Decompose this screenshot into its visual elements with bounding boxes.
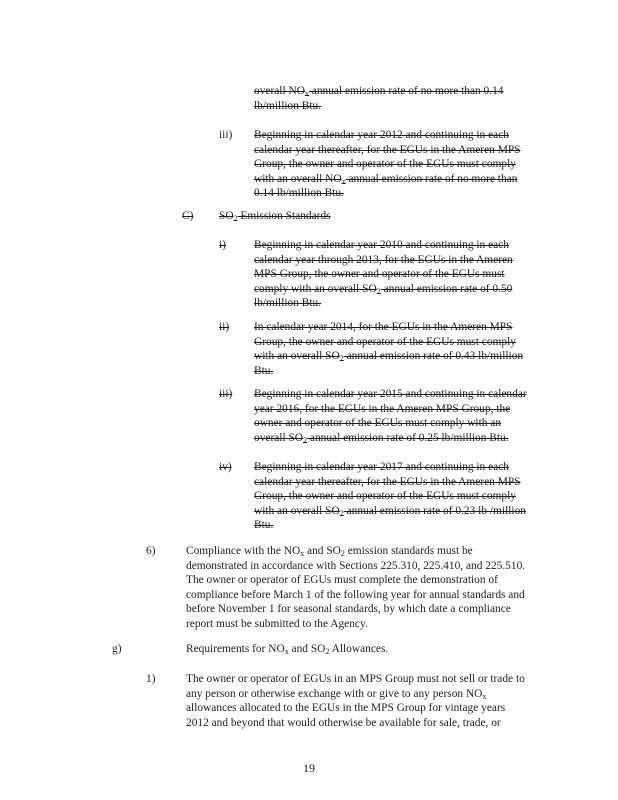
item-c-ii-text: In calendar year 2014, for the EGUs in the Ameren MPS Group, the owner and operator of the EGUs must comply with an overall $SO_2$ annual emission rate of 0.43 lb/million Btu. xyxy=(254,321,524,377)
item-b-ii-continuation: overall $NO_x$ annual emission rate of no more than 0.14 lb/million Btu. xyxy=(254,85,504,112)
page-number: 19 xyxy=(303,761,315,775)
item-b-iii-text: Beginning in calendar year 2012 and continuing in each calendar year thereafter, for the EGUs in the Ameren MPS Group, the owner and operator of the EGUs must comply with an overall $NO_x$ annual emission rate of no more than 0.14 lb/million Btu. xyxy=(254,129,521,200)
item-6-text: Compliance with the $NO_x$ and $SO_2$ emission standards must be demonstrated in accordance with Sections 225.310, 225.410, and 225.510. The owner or operator of EGUs must complete the demonstration of compliance before March 1 of the following year for annual standards and before November 1 for seasonal standards, by which date a compliance report must be submitted to the Agency. xyxy=(186,545,526,630)
section-g-heading: Requirements for $NO_x$ and $SO_2$ Allowances. xyxy=(186,643,389,656)
item-6-label: 6) xyxy=(146,545,156,557)
item-c-ii-label: ii) xyxy=(219,321,230,333)
item-c-iii-label: iii) xyxy=(219,388,233,400)
item-g1-text: The owner or operator of EGUs in an MPS Group must not sell or trade to any person or otherwise exchange with or give to any person $NO_x$ allowances allocated to the EGUs in the MPS Group for vintage years 2012 and beyond that would otherwise be available for sale, trade, or xyxy=(186,673,525,729)
section-g-label: g) xyxy=(112,643,122,655)
item-c-iv-text: Beginning in calendar year 2017 and continuing in each calendar year thereafter, for the EGUs in the Ameren MPS Group, the owner and operator of the EGUs must comply with an overall $SO_2$ annual emission rate of 0.23 lb /million Btu. xyxy=(254,461,526,532)
item-c-iv-label: iv) xyxy=(219,461,232,473)
item-g1-label: 1) xyxy=(146,673,156,685)
item-c-i-label: i) xyxy=(219,239,226,251)
section-c-heading: $SO_2$ Emission Standards xyxy=(219,210,331,223)
item-c-iii-text: Beginning in calendar year 2015 and continuing in calendar year 2016, for the EGUs in the Ameren MPS Group, the owner and operator of the EGUs must comply with an overall $SO_2$ annual emission rate of 0.25 lb/million Btu. xyxy=(254,388,527,445)
item-b-iii-label: iii) xyxy=(219,129,233,141)
section-c-label: C) xyxy=(182,210,194,222)
item-c-i-text: Beginning in calendar year 2010 and continuing in each calendar year through 2013, for the EGUs in the Ameren MPS Group, the owner and operator of the EGUs must comply with an overall $SO_2$ annual emission rate of 0.50 lb/million Btu. xyxy=(254,239,513,310)
